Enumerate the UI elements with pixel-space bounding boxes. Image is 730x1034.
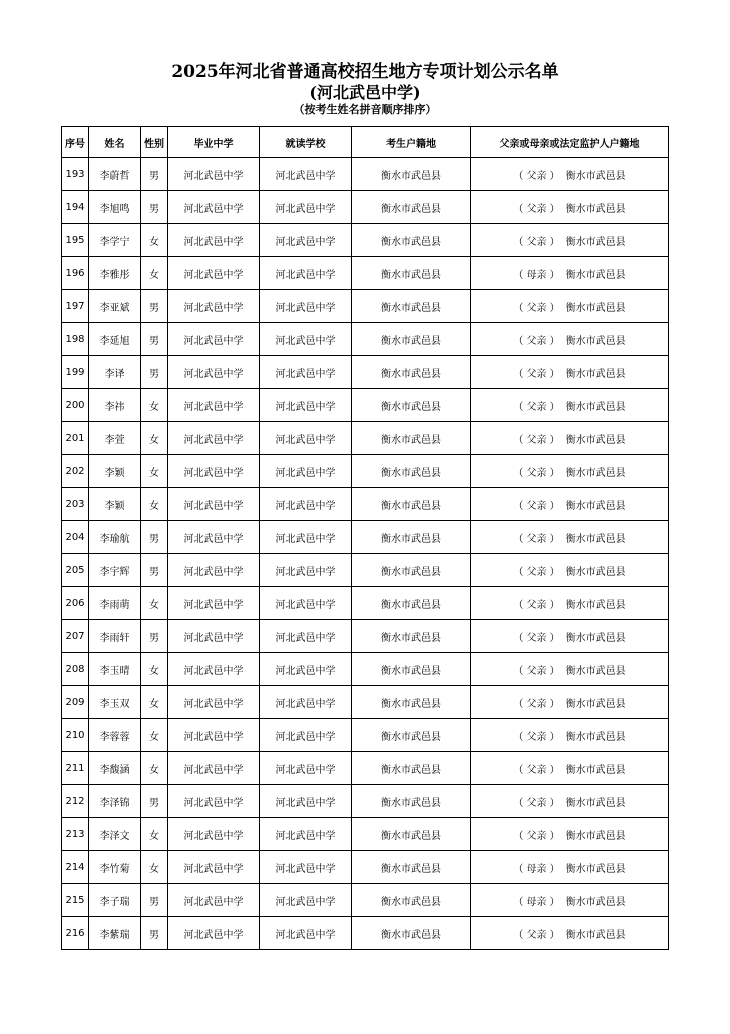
cell-student-name: 李延旭 xyxy=(89,323,141,356)
document-title: 2025年河北省普通高校招生地方专项计划公示名单 xyxy=(171,62,559,82)
table-row xyxy=(62,851,669,884)
guardian-place: 衡水市武邑县 xyxy=(565,731,626,743)
cell-guardian-registration xyxy=(471,191,669,224)
guardian-place: 衡水市武邑县 xyxy=(565,632,626,644)
guardian-relation: （ 父亲 ） xyxy=(513,203,560,215)
cell-student-name: 李祎 xyxy=(89,389,141,422)
cell-current-school: 河北武邑中学 xyxy=(260,686,352,719)
cell-current-school: 河北武邑中学 xyxy=(260,719,352,752)
cell-household-registration: 衡水市武邑县 xyxy=(352,158,471,191)
cell-serial-number: 208 xyxy=(62,653,89,686)
cell-student-name: 李泽锦 xyxy=(89,785,141,818)
guardian-relation: （ 父亲 ） xyxy=(513,698,560,710)
cell-student-name: 李颖 xyxy=(89,488,141,521)
guardian-place: 衡水市武邑县 xyxy=(565,401,626,413)
guardian-place: 衡水市武邑县 xyxy=(565,665,626,677)
cell-gender: 男 xyxy=(141,884,168,917)
header-serial-number: 序号 xyxy=(62,127,89,158)
guardian-place: 衡水市武邑县 xyxy=(565,863,626,875)
guardian-relation: （ 父亲 ） xyxy=(513,533,560,545)
cell-gender: 女 xyxy=(141,719,168,752)
cell-household-registration: 衡水市武邑县 xyxy=(352,224,471,257)
cell-serial-number: 210 xyxy=(62,719,89,752)
cell-current-school: 河北武邑中学 xyxy=(260,323,352,356)
cell-household-registration: 衡水市武邑县 xyxy=(352,389,471,422)
cell-serial-number: 203 xyxy=(62,488,89,521)
cell-serial-number: 193 xyxy=(62,158,89,191)
cell-gender: 女 xyxy=(141,653,168,686)
cell-guardian-registration xyxy=(471,389,669,422)
cell-serial-number: 209 xyxy=(62,686,89,719)
cell-gender: 男 xyxy=(141,356,168,389)
cell-student-name: 李瑜航 xyxy=(89,521,141,554)
guardian-place: 衡水市武邑县 xyxy=(565,434,626,446)
guardian-relation: （ 父亲 ） xyxy=(513,335,560,347)
cell-guardian-registration xyxy=(471,224,669,257)
guardian-relation: （ 父亲 ） xyxy=(513,764,560,776)
table-row xyxy=(62,488,669,521)
guardian-place: 衡水市武邑县 xyxy=(565,533,626,545)
cell-guardian-registration xyxy=(471,884,669,917)
cell-gender: 女 xyxy=(141,686,168,719)
guardian-relation: （ 父亲 ） xyxy=(513,797,560,809)
cell-guardian-registration xyxy=(471,158,669,191)
guardian-relation: （ 母亲 ） xyxy=(513,269,560,281)
cell-graduation-school: 河北武邑中学 xyxy=(168,620,260,653)
cell-household-registration: 衡水市武邑县 xyxy=(352,686,471,719)
cell-serial-number: 194 xyxy=(62,191,89,224)
guardian-place: 衡水市武邑县 xyxy=(565,236,626,248)
table-row xyxy=(62,521,669,554)
cell-serial-number: 201 xyxy=(62,422,89,455)
guardian-relation: （ 父亲 ） xyxy=(513,170,560,182)
cell-guardian-registration xyxy=(471,521,669,554)
cell-gender: 女 xyxy=(141,851,168,884)
cell-current-school: 河北武邑中学 xyxy=(260,884,352,917)
cell-gender: 男 xyxy=(141,620,168,653)
cell-gender: 女 xyxy=(141,587,168,620)
table-row xyxy=(62,356,669,389)
roster-body xyxy=(62,158,669,950)
cell-serial-number: 204 xyxy=(62,521,89,554)
cell-serial-number: 205 xyxy=(62,554,89,587)
cell-household-registration: 衡水市武邑县 xyxy=(352,719,471,752)
sort-note: （按考生姓名拼音顺序排序） xyxy=(293,103,437,116)
guardian-relation: （ 父亲 ） xyxy=(513,401,560,413)
cell-graduation-school: 河北武邑中学 xyxy=(168,818,260,851)
cell-student-name: 李蓉蓉 xyxy=(89,719,141,752)
cell-guardian-registration xyxy=(471,686,669,719)
cell-gender: 男 xyxy=(141,323,168,356)
cell-guardian-registration xyxy=(471,587,669,620)
cell-current-school: 河北武邑中学 xyxy=(260,488,352,521)
cell-graduation-school: 河北武邑中学 xyxy=(168,851,260,884)
table-row xyxy=(62,653,669,686)
cell-graduation-school: 河北武邑中学 xyxy=(168,917,260,950)
guardian-relation: （ 父亲 ） xyxy=(513,929,560,941)
cell-graduation-school: 河北武邑中学 xyxy=(168,455,260,488)
cell-guardian-registration xyxy=(471,653,669,686)
guardian-place: 衡水市武邑县 xyxy=(565,830,626,842)
cell-serial-number: 213 xyxy=(62,818,89,851)
header-guardian-registration: 父亲或母亲或法定监护人户籍地 xyxy=(471,127,669,158)
guardian-relation: （ 父亲 ） xyxy=(513,830,560,842)
cell-student-name: 李雅彤 xyxy=(89,257,141,290)
cell-graduation-school: 河北武邑中学 xyxy=(168,224,260,257)
cell-household-registration: 衡水市武邑县 xyxy=(352,455,471,488)
cell-household-registration: 衡水市武邑县 xyxy=(352,257,471,290)
guardian-place: 衡水市武邑县 xyxy=(565,929,626,941)
cell-guardian-registration xyxy=(471,422,669,455)
cell-graduation-school: 河北武邑中学 xyxy=(168,554,260,587)
cell-gender: 女 xyxy=(141,224,168,257)
cell-graduation-school: 河北武邑中学 xyxy=(168,488,260,521)
cell-guardian-registration xyxy=(471,290,669,323)
cell-household-registration: 衡水市武邑县 xyxy=(352,554,471,587)
cell-graduation-school: 河北武邑中学 xyxy=(168,785,260,818)
table-row xyxy=(62,620,669,653)
header-name: 姓名 xyxy=(89,127,141,158)
cell-current-school: 河北武邑中学 xyxy=(260,521,352,554)
table-row xyxy=(62,257,669,290)
cell-guardian-registration xyxy=(471,917,669,950)
cell-student-name: 李玉晴 xyxy=(89,653,141,686)
cell-student-name: 李子瑞 xyxy=(89,884,141,917)
cell-graduation-school: 河北武邑中学 xyxy=(168,686,260,719)
cell-student-name: 李颖 xyxy=(89,455,141,488)
guardian-place: 衡水市武邑县 xyxy=(565,467,626,479)
cell-guardian-registration xyxy=(471,323,669,356)
cell-student-name: 李学宁 xyxy=(89,224,141,257)
cell-gender: 男 xyxy=(141,158,168,191)
cell-household-registration: 衡水市武邑县 xyxy=(352,587,471,620)
cell-student-name: 李宇辉 xyxy=(89,554,141,587)
cell-student-name: 李泽文 xyxy=(89,818,141,851)
cell-household-registration: 衡水市武邑县 xyxy=(352,521,471,554)
cell-current-school: 河北武邑中学 xyxy=(260,554,352,587)
guardian-relation: （ 父亲 ） xyxy=(513,665,560,677)
guardian-relation: （ 父亲 ） xyxy=(513,632,560,644)
cell-gender: 女 xyxy=(141,752,168,785)
guardian-relation: （ 父亲 ） xyxy=(513,302,560,314)
cell-current-school: 河北武邑中学 xyxy=(260,422,352,455)
guardian-relation: （ 父亲 ） xyxy=(513,731,560,743)
cell-student-name: 李竹菊 xyxy=(89,851,141,884)
cell-gender: 男 xyxy=(141,554,168,587)
cell-serial-number: 196 xyxy=(62,257,89,290)
cell-guardian-registration xyxy=(471,257,669,290)
guardian-place: 衡水市武邑县 xyxy=(565,566,626,578)
table-row xyxy=(62,290,669,323)
cell-student-name: 李紫瑞 xyxy=(89,917,141,950)
table-row xyxy=(62,455,669,488)
cell-household-registration: 衡水市武邑县 xyxy=(352,917,471,950)
cell-household-registration: 衡水市武邑县 xyxy=(352,356,471,389)
guardian-relation: （ 父亲 ） xyxy=(513,236,560,248)
cell-graduation-school: 河北武邑中学 xyxy=(168,653,260,686)
cell-student-name: 李雨萌 xyxy=(89,587,141,620)
cell-guardian-registration xyxy=(471,455,669,488)
cell-household-registration: 衡水市武邑县 xyxy=(352,818,471,851)
cell-household-registration: 衡水市武邑县 xyxy=(352,488,471,521)
cell-serial-number: 211 xyxy=(62,752,89,785)
table-row xyxy=(62,818,669,851)
cell-serial-number: 202 xyxy=(62,455,89,488)
cell-serial-number: 212 xyxy=(62,785,89,818)
cell-graduation-school: 河北武邑中学 xyxy=(168,884,260,917)
cell-current-school: 河北武邑中学 xyxy=(260,158,352,191)
cell-serial-number: 197 xyxy=(62,290,89,323)
cell-guardian-registration xyxy=(471,851,669,884)
table-row xyxy=(62,785,669,818)
cell-current-school: 河北武邑中学 xyxy=(260,224,352,257)
guardian-place: 衡水市武邑县 xyxy=(565,302,626,314)
cell-graduation-school: 河北武邑中学 xyxy=(168,158,260,191)
header-graduation-school: 毕业中学 xyxy=(168,127,260,158)
cell-current-school: 河北武邑中学 xyxy=(260,752,352,785)
cell-student-name: 李萱 xyxy=(89,422,141,455)
cell-student-name: 李玉双 xyxy=(89,686,141,719)
table-row xyxy=(62,191,669,224)
cell-gender: 女 xyxy=(141,257,168,290)
cell-gender: 男 xyxy=(141,785,168,818)
cell-graduation-school: 河北武邑中学 xyxy=(168,257,260,290)
cell-current-school: 河北武邑中学 xyxy=(260,818,352,851)
cell-current-school: 河北武邑中学 xyxy=(260,653,352,686)
cell-gender: 男 xyxy=(141,191,168,224)
cell-student-name: 李蔚哲 xyxy=(89,158,141,191)
cell-graduation-school: 河北武邑中学 xyxy=(168,356,260,389)
cell-student-name: 李亚斌 xyxy=(89,290,141,323)
cell-current-school: 河北武邑中学 xyxy=(260,257,352,290)
table-row xyxy=(62,554,669,587)
cell-household-registration: 衡水市武邑县 xyxy=(352,620,471,653)
cell-serial-number: 215 xyxy=(62,884,89,917)
cell-gender: 女 xyxy=(141,488,168,521)
cell-current-school: 河北武邑中学 xyxy=(260,851,352,884)
table-row xyxy=(62,719,669,752)
cell-graduation-school: 河北武邑中学 xyxy=(168,587,260,620)
cell-graduation-school: 河北武邑中学 xyxy=(168,521,260,554)
table-row xyxy=(62,884,669,917)
cell-student-name: 李馥涵 xyxy=(89,752,141,785)
guardian-place: 衡水市武邑县 xyxy=(565,698,626,710)
cell-graduation-school: 河北武邑中学 xyxy=(168,719,260,752)
guardian-place: 衡水市武邑县 xyxy=(565,368,626,380)
cell-gender: 女 xyxy=(141,389,168,422)
cell-serial-number: 199 xyxy=(62,356,89,389)
document-subtitle: (河北武邑中学) xyxy=(309,83,421,102)
table-row xyxy=(62,917,669,950)
cell-graduation-school: 河北武邑中学 xyxy=(168,422,260,455)
cell-student-name: 李译 xyxy=(89,356,141,389)
cell-current-school: 河北武邑中学 xyxy=(260,356,352,389)
guardian-relation: （ 母亲 ） xyxy=(513,863,560,875)
guardian-relation: （ 母亲 ） xyxy=(513,896,560,908)
cell-current-school: 河北武邑中学 xyxy=(260,191,352,224)
cell-serial-number: 206 xyxy=(62,587,89,620)
cell-graduation-school: 河北武邑中学 xyxy=(168,290,260,323)
cell-serial-number: 216 xyxy=(62,917,89,950)
header-current-school: 就读学校 xyxy=(260,127,352,158)
cell-guardian-registration xyxy=(471,554,669,587)
guardian-place: 衡水市武邑县 xyxy=(565,764,626,776)
cell-guardian-registration xyxy=(471,620,669,653)
cell-household-registration: 衡水市武邑县 xyxy=(352,191,471,224)
cell-household-registration: 衡水市武邑县 xyxy=(352,884,471,917)
table-row xyxy=(62,686,669,719)
table-row xyxy=(62,323,669,356)
cell-current-school: 河北武邑中学 xyxy=(260,917,352,950)
cell-gender: 男 xyxy=(141,290,168,323)
cell-graduation-school: 河北武邑中学 xyxy=(168,752,260,785)
guardian-relation: （ 父亲 ） xyxy=(513,599,560,611)
cell-student-name: 李旭鸣 xyxy=(89,191,141,224)
cell-serial-number: 200 xyxy=(62,389,89,422)
guardian-place: 衡水市武邑县 xyxy=(565,203,626,215)
cell-serial-number: 195 xyxy=(62,224,89,257)
cell-household-registration: 衡水市武邑县 xyxy=(352,323,471,356)
guardian-place: 衡水市武邑县 xyxy=(565,335,626,347)
guardian-place: 衡水市武邑县 xyxy=(565,269,626,281)
guardian-relation: （ 父亲 ） xyxy=(513,434,560,446)
guardian-relation: （ 父亲 ） xyxy=(513,500,560,512)
cell-current-school: 河北武邑中学 xyxy=(260,587,352,620)
cell-gender: 男 xyxy=(141,917,168,950)
cell-guardian-registration xyxy=(471,818,669,851)
cell-gender: 男 xyxy=(141,521,168,554)
cell-graduation-school: 河北武邑中学 xyxy=(168,323,260,356)
guardian-place: 衡水市武邑县 xyxy=(565,170,626,182)
table-row xyxy=(62,752,669,785)
header-gender: 性别 xyxy=(141,127,168,158)
cell-current-school: 河北武邑中学 xyxy=(260,389,352,422)
cell-guardian-registration xyxy=(471,719,669,752)
cell-household-registration: 衡水市武邑县 xyxy=(352,422,471,455)
table-row xyxy=(62,389,669,422)
cell-guardian-registration xyxy=(471,752,669,785)
cell-household-registration: 衡水市武邑县 xyxy=(352,785,471,818)
guardian-place: 衡水市武邑县 xyxy=(565,599,626,611)
cell-current-school: 河北武邑中学 xyxy=(260,785,352,818)
guardian-relation: （ 父亲 ） xyxy=(513,467,560,479)
cell-current-school: 河北武邑中学 xyxy=(260,620,352,653)
cell-guardian-registration xyxy=(471,785,669,818)
cell-current-school: 河北武邑中学 xyxy=(260,455,352,488)
guardian-place: 衡水市武邑县 xyxy=(565,896,626,908)
cell-household-registration: 衡水市武邑县 xyxy=(352,653,471,686)
header-row xyxy=(62,127,669,158)
cell-serial-number: 198 xyxy=(62,323,89,356)
cell-current-school: 河北武邑中学 xyxy=(260,290,352,323)
guardian-relation: （ 父亲 ） xyxy=(513,566,560,578)
cell-graduation-school: 河北武邑中学 xyxy=(168,191,260,224)
cell-household-registration: 衡水市武邑县 xyxy=(352,752,471,785)
guardian-place: 衡水市武邑县 xyxy=(565,797,626,809)
cell-household-registration: 衡水市武邑县 xyxy=(352,851,471,884)
cell-serial-number: 207 xyxy=(62,620,89,653)
cell-gender: 女 xyxy=(141,818,168,851)
guardian-relation: （ 父亲 ） xyxy=(513,368,560,380)
guardian-place: 衡水市武邑县 xyxy=(565,500,626,512)
header-household-registration: 考生户籍地 xyxy=(352,127,471,158)
table-row xyxy=(62,587,669,620)
cell-serial-number: 214 xyxy=(62,851,89,884)
roster-table xyxy=(61,126,669,950)
cell-guardian-registration xyxy=(471,356,669,389)
cell-gender: 女 xyxy=(141,422,168,455)
cell-household-registration: 衡水市武邑县 xyxy=(352,290,471,323)
cell-gender: 女 xyxy=(141,455,168,488)
table-row xyxy=(62,158,669,191)
table-row xyxy=(62,224,669,257)
cell-student-name: 李雨轩 xyxy=(89,620,141,653)
cell-guardian-registration xyxy=(471,488,669,521)
cell-graduation-school: 河北武邑中学 xyxy=(168,389,260,422)
table-row xyxy=(62,422,669,455)
